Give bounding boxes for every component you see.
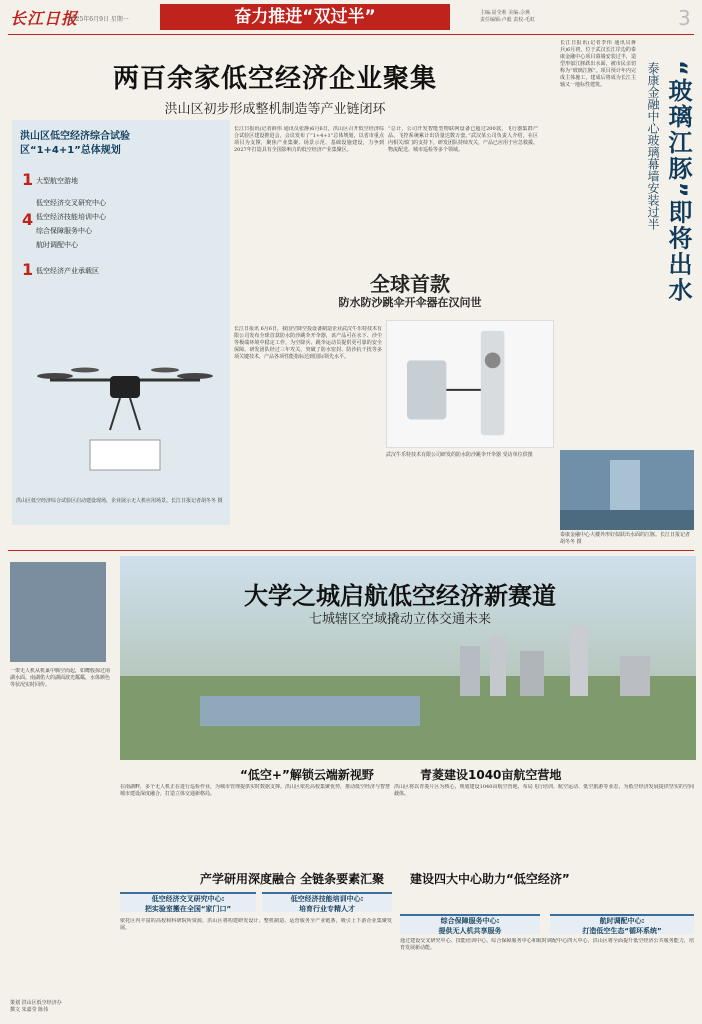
infobox-row-4: 综合保障服务中心	[36, 227, 92, 235]
section-banner: 奋力推进“双过半”	[160, 4, 450, 30]
lead-body-col-2: “总计，公司开发智能型物联网设备已超过200款，飞行器集群产品、飞控系统累计出货量达数万套。”武汉某公司负责人介绍，在区内相关部门的支持下，研发团队持续攻关，产品已应用于应急救援、物流配送、城市巡检等多个领域。	[388, 126, 538, 153]
side-subheadline: 泰康金融中心玻璃幕墙安装过半	[646, 62, 660, 230]
center-pill-4: 航时调配中心: 打造低空生态“循环系统”	[550, 914, 694, 934]
infobox-row-5: 航时调配中心	[36, 241, 78, 249]
center-pill-3: 综合保障服务中心: 提供无人机共享服务	[400, 914, 540, 934]
feature-sub4: 建设四大中心助力“低空经济”	[410, 872, 570, 886]
feature-headline: 大学之城启航低空经济新赛道	[244, 582, 556, 610]
feature-sub3: 产学研用深度融合 全链条要素汇聚	[200, 872, 385, 886]
center-pill-2: 低空经济技能培训中心: 培育行业专精人才	[262, 892, 392, 912]
feature-body-1: 在南湖畔，多个无人机正在进行巡检作业，为城市管理提供实时数据支撑。洪山区依托高校集聚优势，推动低空经济与智慧城市建设深度融合，打造立体交通新格局。	[120, 784, 390, 797]
device-caption: 武汉牛乐特技术有限公司研发的防水防沙跳伞开伞器 受访单位供图	[386, 452, 533, 458]
center-pill-1: 低空经济交叉研究中心: 把实验室搬在全国“家门口”	[120, 892, 256, 912]
drone-photo	[30, 340, 220, 490]
glass-tower-photo	[560, 450, 694, 530]
infobox-row-1: 大型航空游地	[36, 177, 78, 185]
infobox-row-3: 低空经济技能培训中心	[36, 213, 106, 221]
newspaper-logo: 长江日报	[10, 9, 79, 28]
first-subheadline: 防水防沙跳伞开伞器在汉问世	[338, 296, 482, 309]
dateline: 2025年6月9日 星期一	[68, 16, 129, 23]
feature-subheadline: 七城辖区空域撬动立体交通未来	[308, 612, 491, 627]
feature-body-2: 洪山区将以青菱片区为核心，规划建设1040亩航空营地，布局飞行培训、航空运动、低空旅游等业态，为低空经济发展提供坚实的空间载体。	[394, 784, 694, 797]
feature-side-body: 一架无人机从机巢中腾空而起，如鹰般掠过南湖水面。南湖偌大的湖面波光粼粼，水体颜色等状况实时回传。	[10, 668, 110, 688]
header-divider	[8, 34, 694, 35]
feature-sub2: 青菱建设1040亩航空营地	[420, 768, 562, 782]
feature-body-4: 通过建设交叉研究中心、技能培训中心、综合保障服务中心和航时调配中心四大中心，洪山区将全面提升低空经济公共服务能力，培育发展新动能。	[400, 938, 694, 951]
side-headline: “玻璃江豚”即将出水	[664, 60, 692, 304]
lead-headline: 两百余家低空经济企业聚集	[112, 64, 437, 94]
infobox-title: 洪山区低空经济综合试验区“1+4+1”总体规划	[20, 131, 130, 156]
infobox-num-1: 1	[22, 170, 34, 189]
infobox-row-6: 低空经济产业承载区	[36, 267, 99, 275]
lead-subheadline: 洪山区初步形成整机制造等产业链闭环	[164, 102, 386, 117]
side-body: 长江日报讯(记者李伟 通讯员蒋兵)6月初，位于武汉长江岸边的泰康金融中心项目幕墙安装过半，造型形似江豚跃出水面，被市民亲切称为“玻璃江豚”。项目预计年内完成主体施工，建成后将成为长江主轴又一地标性建筑。	[560, 40, 636, 88]
feature-credit: 策划 洪山区低空经济办 撰文 朱嘉莹 陈伟	[10, 1000, 62, 1013]
infobox-caption: 洪山区低空经济综合试验区启动建设现场，企业展示无人机应用场景。长江日报记者胡冬冬 摄	[16, 498, 223, 504]
lead-body-col-1: 长江日报讯(记者薛伟 通讯员张静)6月6日，洪山区召开低空经济综合试验区建设推进会，会议发布了“1+4+1”总体规划，以省市重点项目为支撑，聚焦产业集聚、场景示范、基础设施建设，力争到2027年打造具有全国影响力的低空经济产业集聚区。	[234, 126, 384, 153]
section-divider	[8, 550, 694, 551]
first-headline: 全球首款	[370, 272, 450, 296]
infobox-num-2: 4	[22, 210, 34, 229]
infobox-num-3: 1	[22, 260, 34, 279]
opener-device-photo	[386, 320, 554, 448]
feature-body-3: 依托区内丰富的高校和科研院所资源，洪山区将构建研发设计、整机制造、运营服务全产业链条，吸引上下游企业集聚发展。	[120, 918, 392, 931]
infobox-row-2: 低空经济交叉研究中心	[36, 199, 106, 207]
first-body: 长江日报讯 6月6日，我国空降空投设备制造企业武汉牛乐特技术有限公司发布全球首款防水防沙跳伞开伞器，该产品可在水下、沙尘等极端环境中稳定工作，为空降兵、跳伞运动员提供更可靠的安全保障。研发团队经过三年攻关，突破了防水密封、防沙抗干扰等多项关键技术，产品各项性能指标达到国际领先水平。	[234, 326, 382, 360]
nanhu-drone-photo	[10, 562, 106, 662]
editor-credits: 主编:屈莹莉 美编:佘燕 责任编辑:卢毅 责校:毛虹	[480, 10, 535, 23]
page-number: 3	[678, 6, 691, 30]
side-caption: 泰康金融中心大楼外形好似跃出水面的江豚。长江日报记者胡冬冬 摄	[560, 532, 691, 545]
feature-sub1: “低空+”解锁云端新视野	[240, 768, 374, 782]
